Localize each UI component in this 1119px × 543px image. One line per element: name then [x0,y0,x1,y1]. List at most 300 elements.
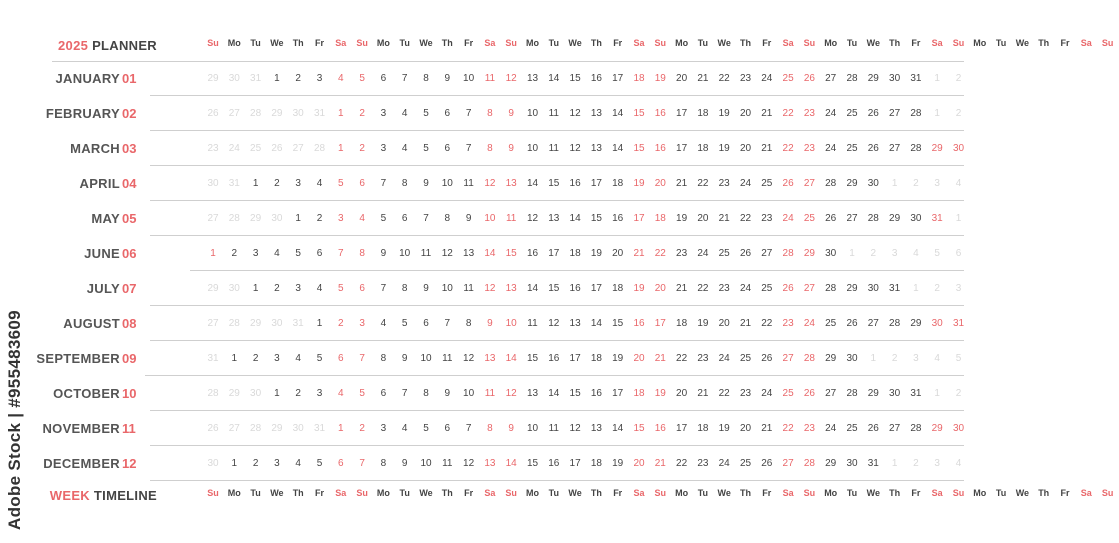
day-cell: 6 [444,423,451,434]
day-cell: 4 [274,248,280,259]
day-cell: 5 [401,318,408,329]
day-cell: 4 [295,353,301,364]
day-cell: 15 [612,318,624,329]
bottom-day-label: Tu [995,488,1007,498]
day-cell: 28 [228,213,240,224]
day-cell: 20 [633,458,645,469]
day-cell: 5 [359,73,365,84]
top-day-label: Mo [227,38,241,48]
day-cell: 19 [654,388,666,399]
day-cell: 26 [867,423,879,434]
day-cell: 8 [487,423,493,434]
bottom-day-label: Su [207,488,219,498]
bottom-day-label: Th [590,488,602,498]
top-day-label: Mo [824,38,838,48]
day-cell: 1 [913,283,919,294]
month-row-march [0,131,1000,166]
day-cell: 4 [934,353,940,364]
day-cell: 29 [867,73,879,84]
day-cell: 2 [316,213,323,224]
day-cell: 17 [676,423,688,434]
day-cell: 16 [612,213,624,224]
month-row-february [0,96,1000,131]
day-cell: 1 [295,213,301,224]
top-day-label: Su [505,38,517,48]
day-cell: 3 [252,248,259,259]
day-cell: 8 [487,108,493,119]
day-cell: 2 [955,108,962,119]
day-cell: 18 [612,283,624,294]
day-cell: 30 [846,353,858,364]
day-cell: 7 [380,283,387,294]
day-cell: 27 [207,213,219,224]
day-cell: 31 [292,318,304,329]
day-cell: 12 [505,73,517,84]
day-cell: 18 [697,143,709,154]
day-cell: 2 [891,353,898,364]
day-cell: 4 [401,423,408,434]
day-cell: 5 [423,108,429,119]
day-cell: 21 [697,388,709,399]
day-cell: 29 [889,213,901,224]
day-cell: 6 [338,458,344,469]
day-cell: 24 [825,423,837,434]
day-cell: 30 [207,178,219,189]
day-cell: 2 [295,73,301,84]
day-cell: 27 [803,283,815,294]
day-cell: 10 [526,143,539,154]
day-cell: 12 [569,143,581,154]
day-cell: 23 [803,108,815,119]
day-cell: 25 [846,143,858,154]
day-cell: 3 [955,283,962,294]
month-name: AUGUST [63,316,120,331]
day-cell: 26 [761,353,773,364]
day-cell: 11 [527,318,538,329]
bottom-day-label: Su [505,488,517,498]
day-cell: 1 [252,178,259,189]
day-cell: 28 [910,143,922,154]
day-cell: 20 [739,143,752,154]
day-cell: 1 [274,388,280,399]
day-cell: 5 [934,248,940,259]
day-cell: 15 [633,108,645,119]
day-cell: 22 [676,458,688,469]
day-cell: 2 [870,248,877,259]
day-cell: 9 [401,458,408,469]
day-cell: 23 [761,213,773,224]
day-cell: 22 [739,213,752,224]
day-cell: 23 [739,388,752,399]
month-row-may [0,201,1000,236]
day-cell: 20 [654,178,666,189]
month-name: JANUARY [55,71,120,86]
day-cell: 3 [338,213,344,224]
day-cell: 19 [654,73,666,84]
day-cell: 1 [934,388,940,399]
top-day-label: We [419,38,433,48]
day-cell: 26 [782,178,794,189]
month-name: DECEMBER [43,456,120,471]
day-cell: 22 [697,178,709,189]
day-cell: 11 [484,73,496,84]
day-cell: 11 [442,353,453,364]
day-cell: 1 [316,318,323,329]
day-cell: 14 [612,143,624,154]
day-cell: 30 [867,178,879,189]
day-cell: 26 [867,143,879,154]
day-cell: 6 [401,213,408,224]
day-cell: 2 [913,458,919,469]
day-cell: 18 [697,108,709,119]
day-cell: 18 [590,353,602,364]
day-cell: 28 [250,108,262,119]
day-cell: 30 [931,318,943,329]
day-cell: 29 [846,178,858,189]
day-cell: 26 [739,248,752,259]
day-cell: 1 [274,73,280,84]
month-name: MARCH [70,141,120,156]
day-cell: 22 [782,143,794,154]
bottom-day-label: We [568,488,582,498]
day-cell: 15 [526,353,539,364]
bottom-day-label: Mo [675,488,689,498]
day-cell: 27 [803,178,815,189]
day-cell: 11 [484,388,496,399]
day-cell: 12 [484,178,496,189]
day-cell: 10 [505,318,517,329]
day-cell: 10 [526,108,539,119]
day-cell: 5 [359,388,365,399]
day-cell: 11 [548,143,559,154]
top-day-label: Mo [675,38,689,48]
day-cell: 22 [676,353,688,364]
day-cell: 14 [526,178,539,189]
day-cell: 6 [380,388,387,399]
day-cell: 1 [849,248,855,259]
bottom-day-label: Su [952,488,965,498]
day-cell: 1 [891,458,898,469]
day-cell: 4 [359,213,365,224]
day-cell: 30 [250,388,262,399]
day-cell: 20 [612,248,624,259]
day-cell: 12 [505,388,517,399]
day-cell: 7 [465,108,472,119]
day-cell: 31 [931,213,943,224]
day-cell: 4 [316,178,323,189]
day-cell: 4 [316,283,323,294]
day-cell: 13 [526,73,539,84]
day-cell: 22 [782,423,794,434]
day-cell: 8 [401,283,408,294]
bottom-day-label: Tu [250,488,261,498]
day-cell: 20 [633,353,645,364]
day-cell: 3 [934,458,940,469]
day-cell: 22 [697,283,709,294]
day-cell: 29 [803,248,815,259]
day-cell: 14 [569,213,581,224]
day-cell: 16 [654,108,666,119]
day-cell: 9 [444,73,451,84]
top-day-label: Su [952,38,965,48]
day-cell: 18 [569,248,581,259]
top-day-label: Th [889,38,901,48]
month-row-april [0,166,1000,201]
day-cell: 10 [441,283,453,294]
month-name: OCTOBER [53,386,120,401]
day-cell: 25 [761,283,773,294]
day-cell: 24 [825,108,837,119]
day-cell: 27 [761,248,773,259]
day-cell: 28 [910,423,922,434]
day-cell: 24 [761,73,773,84]
day-cell: 30 [867,283,879,294]
day-cell: 28 [250,423,262,434]
day-cell: 28 [846,388,858,399]
day-cell: 19 [633,178,645,189]
day-cell: 17 [612,388,624,399]
month-name: FEBRUARY [45,106,120,121]
day-cell: 19 [718,108,730,119]
day-cell: 7 [444,318,451,329]
top-day-label: Fr [315,38,324,48]
bottom-day-label: Tu [697,488,709,498]
month-name: JUNE [84,246,120,261]
day-cell: 2 [955,73,962,84]
day-cell: 29 [228,388,240,399]
watermark-text: Adobe Stock | #955483609 [5,310,24,530]
month-number: 09 [122,351,137,366]
bottom-day-label: Fr [911,488,921,498]
day-cell: 7 [338,248,344,259]
day-cell: 29 [271,108,283,119]
month-name: SEPTEMBER [36,351,120,366]
day-cell: 30 [228,283,240,294]
day-cell: 10 [441,178,453,189]
day-cell: 2 [252,353,259,364]
day-cell: 11 [442,458,453,469]
day-cell: 21 [654,353,666,364]
top-day-label: Sa [931,38,943,48]
day-cell: 23 [803,423,815,434]
day-cell: 12 [526,213,539,224]
day-cell: 3 [380,108,387,119]
bottom-day-label: Th [889,488,901,498]
top-day-label: Fr [613,38,623,48]
day-cell: 7 [423,213,429,224]
day-cell: 3 [274,353,280,364]
day-cell: 10 [399,248,411,259]
day-cell: 25 [825,318,837,329]
day-cell: 23 [803,143,815,154]
day-cell: 31 [910,73,922,84]
day-cell: 4 [295,458,301,469]
day-cell: 13 [505,178,517,189]
footer-title-text: TIMELINE [93,488,157,503]
day-cell: 2 [274,178,280,189]
day-cell: 6 [380,73,387,84]
day-cell: 25 [739,353,752,364]
top-day-label: Sa [782,38,794,48]
top-day-label: Th [590,38,602,48]
day-cell: 26 [782,283,794,294]
bottom-day-label: Sa [1080,488,1092,498]
day-cell: 4 [338,73,344,84]
month-row-december [0,446,1000,481]
top-day-label: Mo [526,38,539,48]
day-cell: 30 [271,213,283,224]
day-cell: 30 [910,213,922,224]
day-cell: 30 [889,388,901,399]
day-cell: 18 [697,423,709,434]
day-cell: 8 [423,388,429,399]
top-day-label: Su [803,38,816,48]
day-cell: 3 [274,458,280,469]
day-cell: 16 [569,283,581,294]
day-cell: 1 [934,108,940,119]
day-cell: 25 [846,423,858,434]
day-cell: 7 [359,353,365,364]
day-cell: 26 [207,108,219,119]
bottom-day-label: Fr [613,488,623,498]
day-cell: 27 [889,423,901,434]
top-day-label: Th [441,38,453,48]
day-cell: 9 [423,283,429,294]
day-cell: 10 [420,353,432,364]
day-cell: 29 [825,353,837,364]
day-cell: 26 [803,73,815,84]
bottom-day-label: We [1015,488,1030,498]
day-cell: 5 [338,178,344,189]
day-cell: 2 [274,283,280,294]
day-cell: 30 [228,73,240,84]
day-cell: 24 [803,318,815,329]
day-cell: 11 [463,178,474,189]
bottom-day-label: Tu [846,488,858,498]
day-cell: 26 [207,423,219,434]
day-cell: 7 [380,178,387,189]
day-cell: 21 [739,318,752,329]
day-cell: 14 [548,73,560,84]
bottom-day-label: Sa [335,488,347,498]
day-cell: 20 [739,108,752,119]
day-cell: 15 [590,213,602,224]
day-cell: 3 [359,318,365,329]
day-cell: 30 [292,108,304,119]
bottom-day-label: Su [654,488,667,498]
day-cell: 4 [913,248,919,259]
day-cell: 28 [867,213,879,224]
day-cell: 18 [654,213,666,224]
day-cell: 3 [316,73,323,84]
day-cell: 5 [316,458,323,469]
day-cell: 7 [359,458,365,469]
day-cell: 20 [718,318,730,329]
day-cell: 19 [718,423,730,434]
day-cell: 21 [676,283,688,294]
planner-title-text: PLANNER [92,38,157,53]
bottom-day-label: Mo [376,488,390,498]
day-cell: 25 [782,73,794,84]
day-cell: 27 [846,213,858,224]
day-cell: 4 [401,108,408,119]
day-cell: 2 [231,248,238,259]
day-cell: 12 [569,423,581,434]
day-cell: 24 [718,458,730,469]
day-cell: 27 [889,143,901,154]
bottom-day-label: Mo [227,488,241,498]
day-cell: 31 [910,388,922,399]
day-cell: 27 [228,423,240,434]
day-cell: 23 [739,73,752,84]
top-day-label: Tu [548,38,559,48]
bottom-day-label: Sa [633,488,645,498]
day-cell: 13 [590,423,602,434]
day-cell: 7 [401,388,408,399]
day-cell: 30 [207,458,219,469]
day-cell: 20 [739,423,752,434]
bottom-day-label: Fr [1060,488,1070,498]
day-cell: 26 [825,213,837,224]
bottom-day-label: Su [1101,488,1114,498]
day-cell: 2 [955,388,962,399]
day-cell: 2 [934,283,940,294]
top-day-label: Sa [335,38,347,48]
month-name: APRIL [79,176,120,191]
day-cell: 8 [380,353,387,364]
day-cell: 25 [739,458,752,469]
day-cell: 23 [676,248,688,259]
day-cell: 5 [423,423,429,434]
day-cell: 31 [207,353,219,364]
day-cell: 16 [548,458,560,469]
day-cell: 22 [718,73,730,84]
top-day-label: Tu [846,38,858,48]
day-cell: 26 [271,143,283,154]
day-cell: 15 [505,248,517,259]
month-number: 10 [122,386,137,401]
day-cell: 27 [207,318,219,329]
day-cell: 28 [846,73,858,84]
day-cell: 18 [633,73,645,84]
day-cell: 6 [359,283,365,294]
day-cell: 13 [548,213,560,224]
day-cell: 26 [867,108,879,119]
day-cell: 23 [718,283,730,294]
day-cell: 28 [228,318,240,329]
day-cell: 8 [423,73,429,84]
day-cell: 17 [612,73,624,84]
days-of-week-header [0,38,1114,58]
top-day-label: Tu [995,38,1007,48]
day-cell: 23 [782,318,794,329]
day-cell: 13 [569,318,581,329]
day-cell: 13 [463,248,475,259]
day-cell: 1 [338,143,344,154]
day-cell: 14 [505,353,517,364]
day-cell: 29 [271,423,283,434]
day-cell: 5 [955,353,962,364]
day-cell: 6 [423,318,429,329]
day-cell: 3 [380,423,387,434]
day-cell: 30 [889,73,901,84]
day-cell: 19 [676,213,688,224]
bottom-day-label: Th [441,488,453,498]
day-cell: 6 [444,143,451,154]
top-day-label: Sa [484,38,496,48]
day-cell: 11 [548,108,559,119]
month-row-january [0,61,1000,96]
